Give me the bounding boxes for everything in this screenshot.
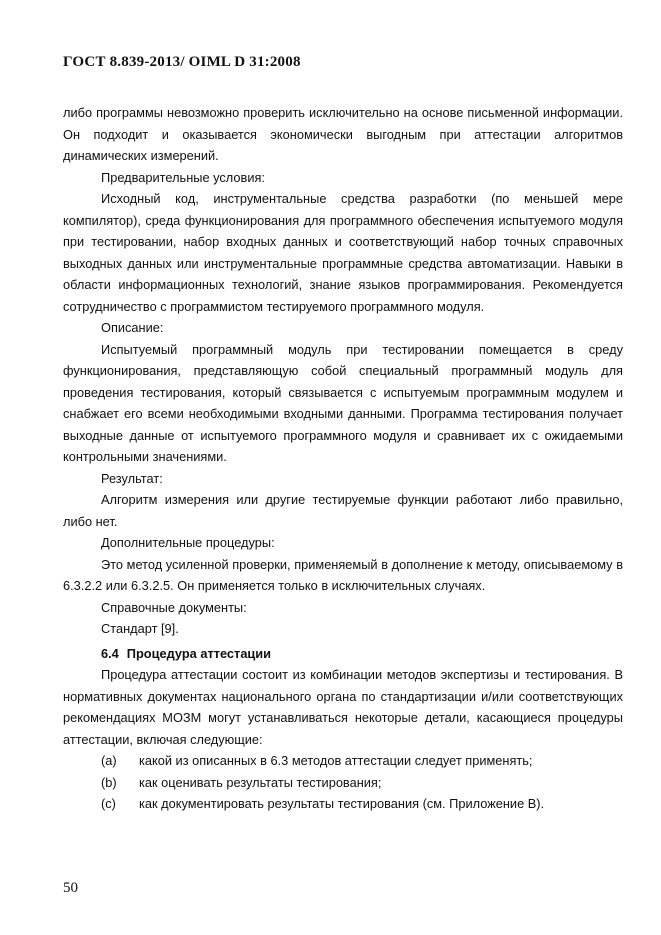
paragraph-continuation: либо программы невозможно проверить исключительно на основе письменной информации. Он подходит и оказывается экономически выгодным при аттестации алгоритмов динамических измерений. [63,105,623,163]
list-item-text: как документировать результаты тестирования (см. Приложение В). [139,796,545,811]
list-item [63,772,623,794]
preconditions-label: Предварительные условия: [101,169,265,185]
references-value: Стандарт [9]. [101,621,179,636]
list-item-text: какой из описанных в 6.3 методов аттестации следует применять; [139,753,533,768]
additional-procedures-label: Дополнительные процедуры: [101,535,275,550]
result-paragraph: Алгоритм измерения или другие тестируемые функции работают либо правильно, либо нет. [63,492,623,529]
list-item [63,793,623,815]
list-item-label: (b) [101,774,117,790]
description-paragraph: Испытуемый программный модуль при тестировании помещается в среду функционирования, представляющую собой специальный программный модуль для проведения тестирования, который связывается с испытуемым программным модулем и снабжает его всеми необходимыми входными данными. Программа тестирования получает выходные данные от испытуемого программного модуля и сравнивает их с ожидаемыми контрольными значениями. [63,341,623,464]
list-item-label: (c) [101,796,116,811]
description-label: Описание: [101,320,164,335]
additional-procedures-paragraph: Это метод усиленной проверки, применяемый в дополнение к методу, описываемому в 6.3.2.2 или 6.3.2.5. Он применяется только в исключительных случаях. [63,556,623,593]
references-label: Справочные документы: [101,599,247,615]
document-header: ГОСТ 8.839-2013/ OIML D 31:2008 [63,54,301,70]
section-number: 6.4 [101,645,119,661]
list-item [63,750,623,772]
section-heading [63,643,623,665]
section-title: Процедура аттестации [126,645,272,661]
procedure-paragraph: Процедура аттестации состоит из комбинации методов экспертизы и тестирования. В нормативных документах национального органа по стандартизации и/или соответствующих рекомендациях МОЗМ могут устанавливаться некоторые детали, касающиеся процедуры аттестации, включая следующие: [63,667,623,747]
result-label: Результат: [101,470,163,486]
document-body [63,102,623,815]
page-number: 50 [63,880,78,896]
preconditions-paragraph: Исходный код, инструментальные средства разработки (по меньшей мере компилятор), среда функционирования для программного обеспечения испытуемого модуля при тестировании, набор входных данных и соответствующий набор точных справочных выходных данных или инструментальные программные средства автоматизации. Навыки в области информационных технологий, знание языков программирования. Рекомендуется сотрудничество с программистом тестируемого программного модуля. [63,191,623,314]
list-item-text: как оценивать результаты тестирования; [139,774,382,790]
list-item-label: (a) [101,753,117,768]
